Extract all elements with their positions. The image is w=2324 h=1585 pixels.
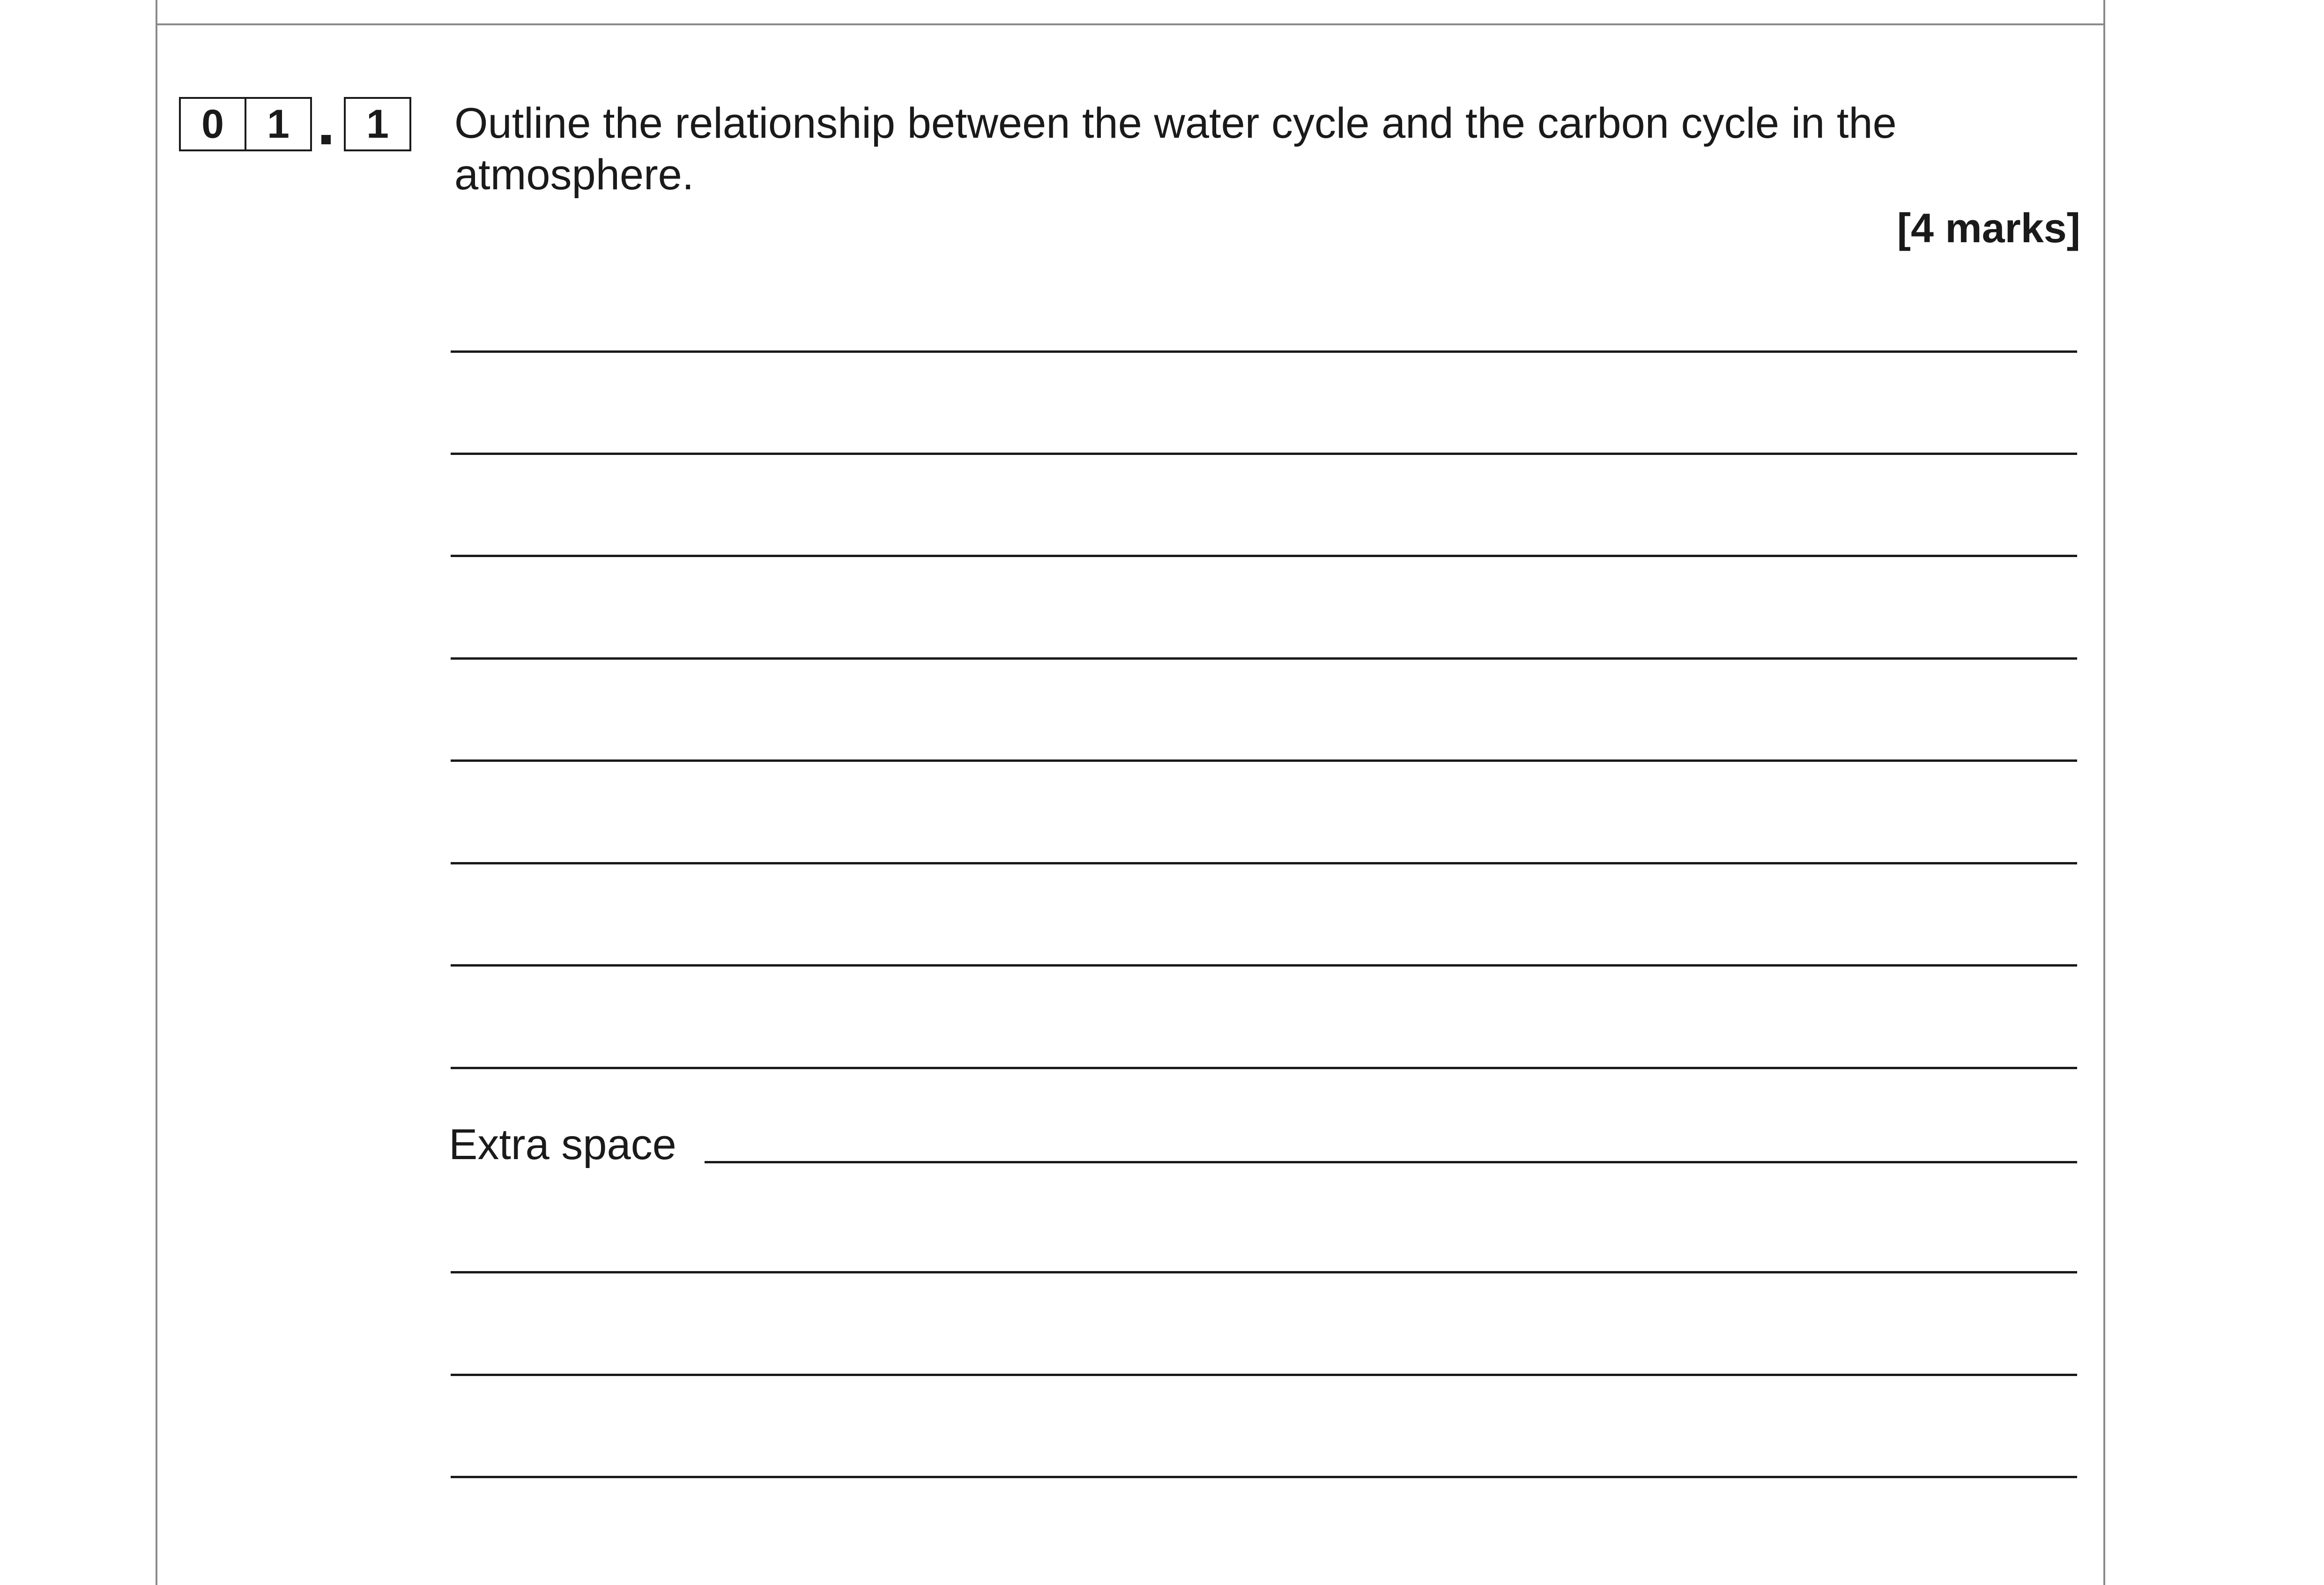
answer-line[interactable] [451,862,2077,864]
question-text: Outline the relationship between the water cycle and the carbon cycle in the atmosphere. [454,99,1897,199]
marks-label: [4 marks] [1897,205,2080,251]
question-number-digit: 1 [245,99,310,149]
answer-line[interactable] [451,759,2077,762]
extra-space-label: Extra space [449,1121,676,1168]
question-part-box [344,97,411,151]
answer-line[interactable] [451,350,2077,353]
question-number-box [179,97,312,151]
answer-line[interactable] [451,453,2077,455]
extra-answer-line[interactable] [451,1374,2077,1376]
extra-space-line[interactable] [705,1161,2077,1163]
page-border-left [156,0,157,1585]
question-number-digit: 0 [201,101,224,147]
answer-line[interactable] [451,657,2077,660]
question-separator-dot [321,135,331,144]
answer-line[interactable] [451,1067,2077,1069]
question-part-digit: 1 [366,101,389,147]
extra-answer-line[interactable] [451,1476,2077,1478]
extra-answer-line[interactable] [451,1271,2077,1273]
answer-line[interactable] [451,964,2077,967]
page-border-top [156,23,2105,25]
page-border-right [2103,0,2105,1585]
answer-line[interactable] [451,555,2077,557]
